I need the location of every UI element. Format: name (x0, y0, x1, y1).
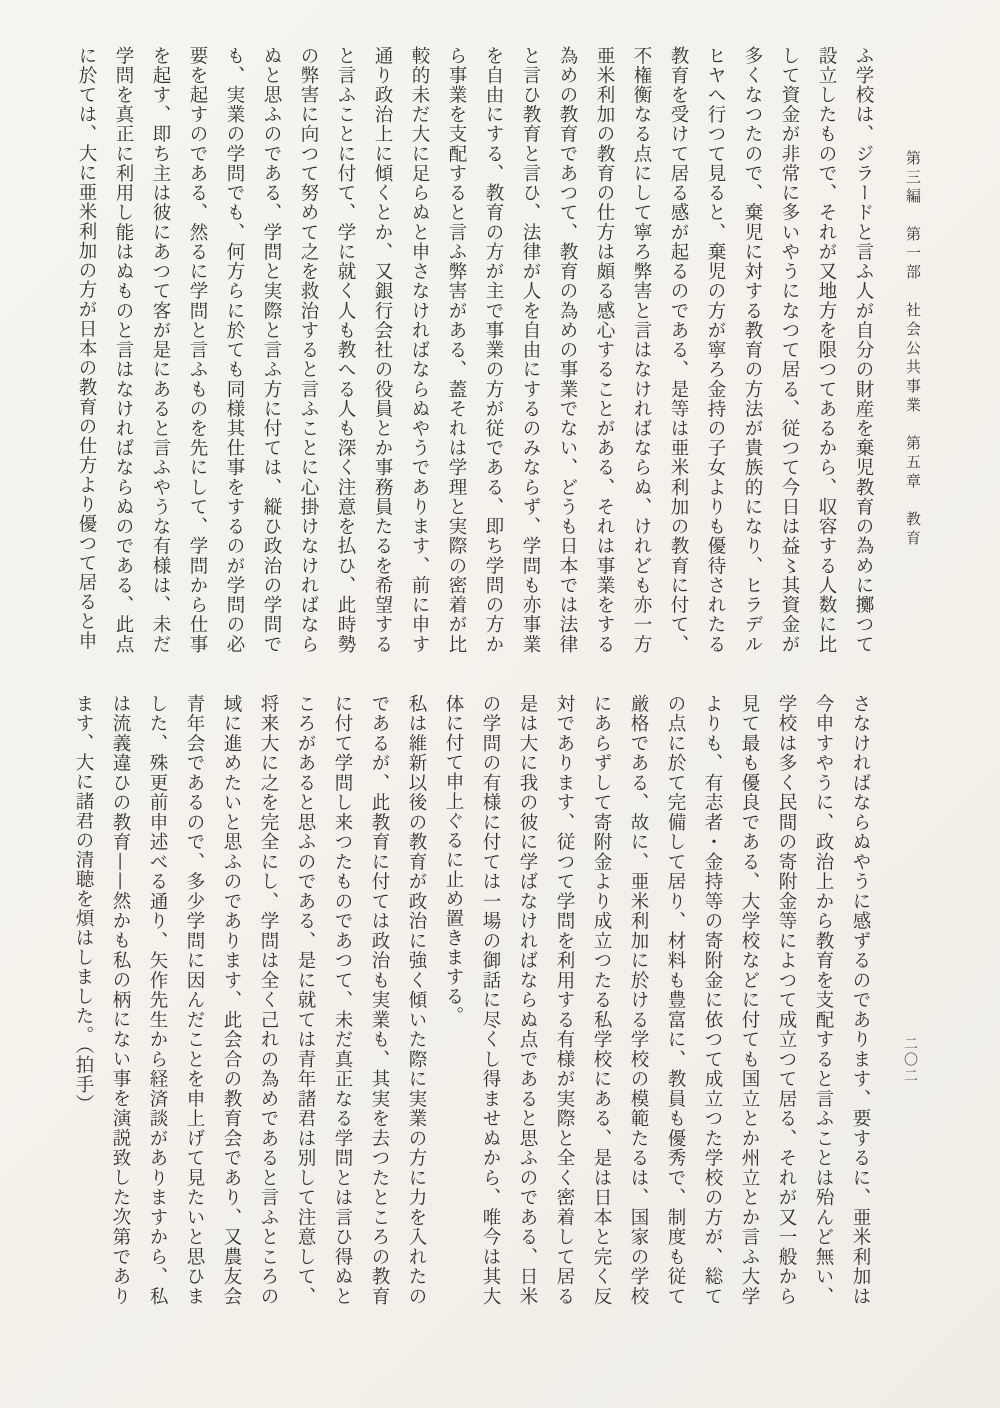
paragraph-continuation: ふ学校は、ジラードと言ふ人が自分の財産を棄児教育の為めに擲つて設立したもので、それが又地方を限つてあるから、収容する人数に比して資金が非常に多いやうになつて居る、従つて今日は益〻其資金が多くなつたので、棄児に対する教育の方法が貴族的になり、ヒラデルヒヤへ行つて見ると、棄児の方が寧ろ金持の子女よりも優待されたる教育を受けて居る感が起るのである、是等は亜米利加の教育に付て、不権衡なる点にして寧ろ弊害と言はなければならぬ、けれども亦一方亜米利加の教育の仕方は頗る感心することがある、それは事業をする為めの教育であつて、教育の為めの事業でない、どうも日本では法律と言ひ教育と言ひ、法律が人を自由にするのみならず、学問も亦事業を自由にする、教育の方が主で事業の方が従である、即ち学問の方から事業を支配すると言ふ弊害がある、蓋それは学理と実際の密着が比較的未だ大に足らぬと申さなければならぬやうであります、前に申す通り政治上に傾くとか、又銀行会社の役員とか事務員たるを希望すると言ふことに付て、学に就く人も教へる人も深く注意を払ひ、此時勢の弊害に向つて努めて之を救治すると言ふことに心掛けなければならぬと思ふのである、学問と実際と言ふ方に付ては、縦ひ政治の学問でも、実業の学問でも、何方らに於ても同様其仕事をするのが学問の必要を起すのである、然るに学問と言ふものを先にして、学問から仕事を起す、即ち主は彼にあつて客が是にあると言ふやうな有様は、未だ学問を真正に利用し能はぬものと言はなければならぬのである、此点に於ては、大に亜米利加の方が日本の教育の仕方より優つて居ると申 (76, 46, 874, 655)
chapter-header: 第三編 第一部 社会公共事業 第五章 教育 (904, 150, 922, 549)
paragraph-2: 私は維新以後の教育が政治に強く傾いた際に実業の方に力を入れたのであるが、此教育に付ては政治も実業も、其実を去つたところの教育に付て学問し来つたものであつて、未だ真正なる学問とは言ひ得ぬところがあると思ふのである、是に就ては青年諸君は別して注意して、将来大に之を完全にし、学問は全く己れの為めであると言ふところの域に進めたいと思ふのであります、此会合の教育会であり、又農友会青年会であるので、多少学問に因んだことを申上げて見たいと思ひました、殊更前申述べる通り、矢作先生から経済談がありますから、私は流義違ひの教育——然かも私の柄にない事を演説致した次第であります、大に諸君の清聴を煩はしました。（拍手） (73, 694, 427, 1306)
top-text-block (60, 46, 882, 654)
page-number: 二〇二 (902, 1036, 918, 1084)
bottom-text-block (57, 694, 879, 1306)
paragraph-1: さなければならぬやうに感ずるのであります、要するに、亜米利加は今申すやうに、政治上から教育を支配すると言ふことは殆んど無い、学校は多く民間の寄附金等によつて成立つて居る、それが又一般から見て最も優良である、大学校などに付ても国立とか州立とか言ふ大学よりも、有志者・金持等の寄附金に依つて成立つた学校の方が、総ての点に於て完備して居り、材料も豊富に、教員も優秀で、制度も従て厳格である、故に、亜米利加に於ける学校の模範たるは、国家の学校にあらずして寄附金より成立つたる私学校にある、是は日本と完く反対であります、従つて学問を利用する有様が実際と全く密着して居る是は大に我の彼に学ばなければならぬ点であると思ふのである、日米の学問の有様に付ては一場の御話に尽くし得ませぬから、唯今は其大体に付て申上ぐるに止め置きまする。 (443, 694, 871, 1306)
